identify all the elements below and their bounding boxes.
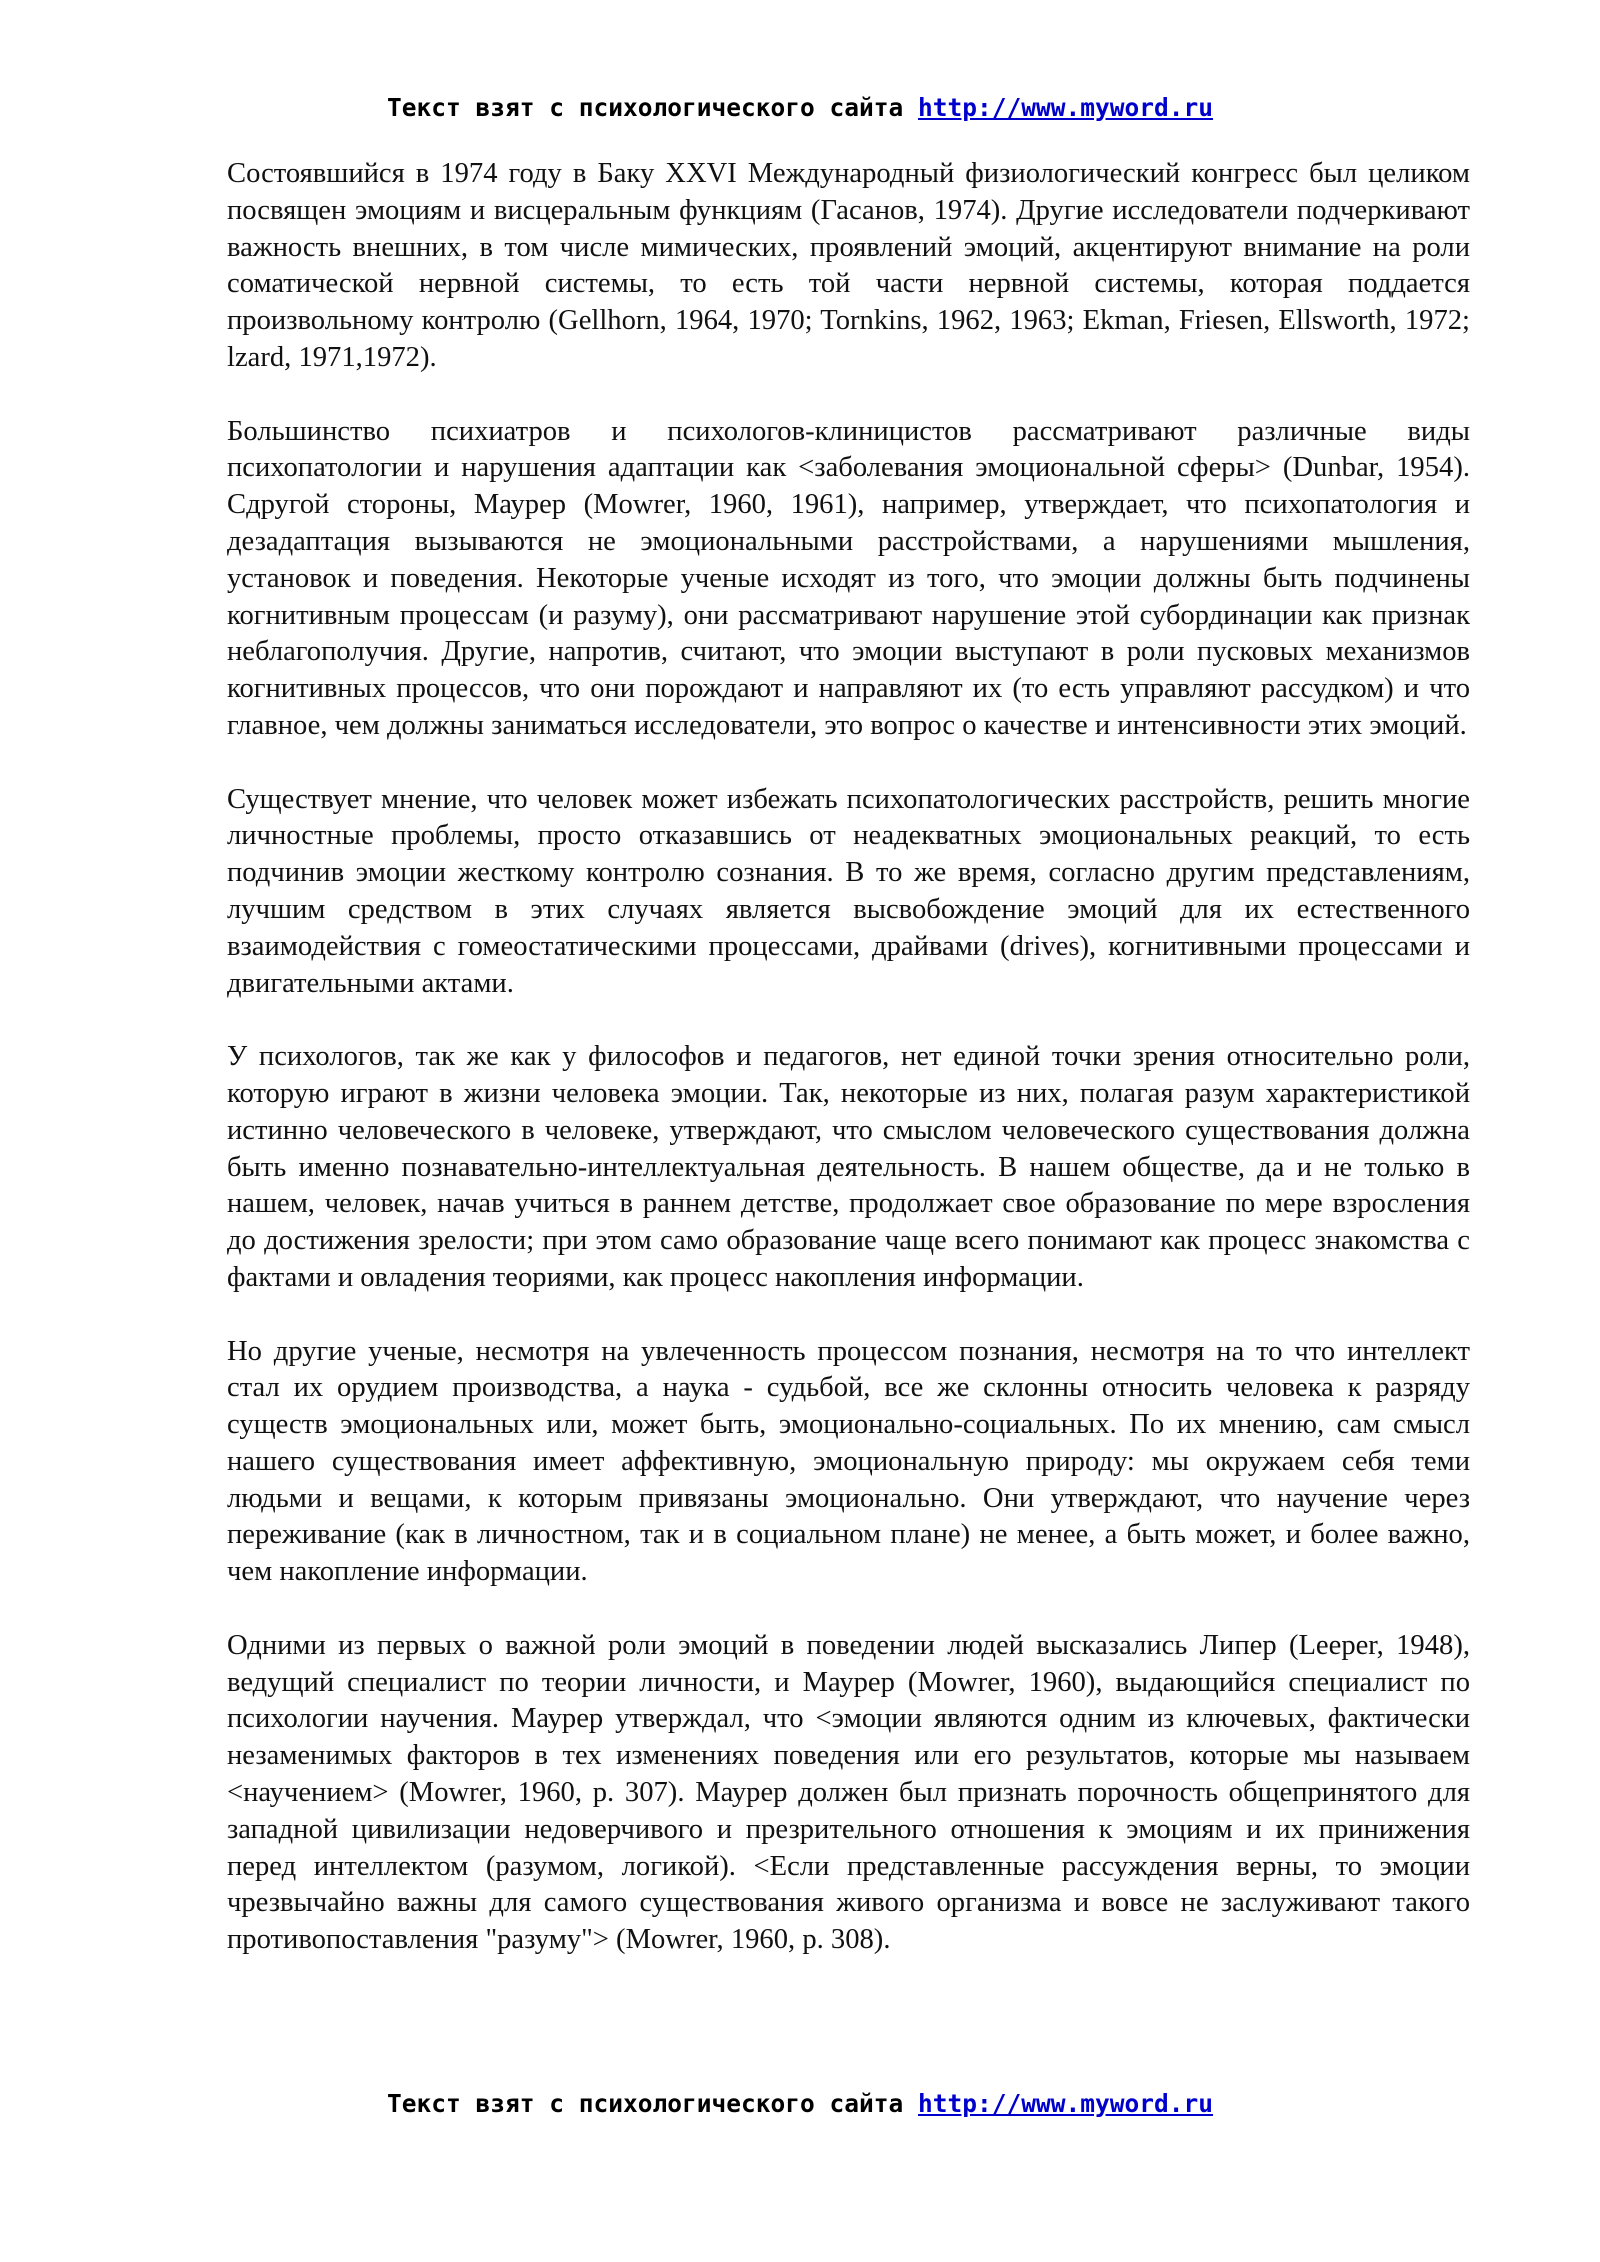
paragraph-4: У психологов, так же как у философов и педагогов, нет единой точки зрения относительно роли, которую играют в жизни человека эмоции. Так, некоторые из них, полагая разум характеристикой истинно человеческого в человеке, утверждают, что смыслом человеческого существования должна быть именно познавательно-интеллектуальная деятельность. В нашем обществе, да и не только в нашем, человек, начав учиться в раннем детстве, продолжает свое образование по мере взросления до достижения зрелости; при этом само образование чаще всего понимают как процесс знакомства с фактами и овладения теориями, как процесс накопления информации. — [227, 1041, 1470, 1293]
paragraph-3: Существует мнение, что человек может избежать психопатологических расстройств, решить многие личностные проблемы, просто отказавшись от неадекватных эмоциональных реакций, то есть подчинив эмоции жесткому контролю сознания. В то же время, согласно другим представлениям, лучшим средством в этих случаях является высвобождение эмоций для их естественного взаимодействия с гомеостатическими процессами, драйвами (drives), когнитивными процессами и двигательными актами. — [227, 783, 1470, 999]
paragraph-6: Одними из первых о важной роли эмоций в поведении людей высказались Липер (Leeper, 1948), ведущий специалист по теории личности, и Маурер (Mowrer, 1960), выдающийся специалист по психологии научения. Маурер утверждал, что <эмоции являются одним из ключевых, фактически незаменимых факторов в тех изменениях поведения или его результатов, которые мы называем <научением> (Mowrer, 1960, p. 307). Маурер должен был признать порочность общепринятого для западной цивилизации недоверчивого и презрительного отношения к эмоциям и их принижения перед интеллектом (разумом, логикой). <Если представленные рассуждения верны, то эмоции чрезвычайно важны для самого существования живого организма и вовсе не заслуживают такого противопоставления "разуму"> (Mowrer, 1960, p. 308). — [227, 1629, 1470, 1956]
document-body — [227, 156, 1470, 1959]
header-text: Текст взят с психологического сайта — [386, 93, 918, 122]
footer-text: Текст взят с психологического сайта — [386, 2089, 918, 2118]
page-header — [0, 92, 1600, 124]
paragraph-5: Но другие ученые, несмотря на увлеченность процессом познания, несмотря на то что интеллект стал их орудием производства, а наука - судьбой, все же склонны относить человека к разряду существ эмоциональных или, может быть, эмоционально-социальных. По их мнению, сам смысл нашего существования имеет аффективную, эмоциональную природу: мы окружаем себя теми людьми и вещами, к которым привязаны эмоционально. Они утверждают, что научение через переживание (как в личностном, так и в социальном плане) не менее, а быть может, и более важно, чем накопление информации. — [227, 1335, 1470, 1588]
paragraph-2: Большинство психиатров и психологов-клиницистов рассматривают различные виды психопатологии и нарушения адаптации как <заболевания эмоциональной сферы> (Dunbar, 1954). Сдругой стороны, Маурер (Mowrer, 1960, 1961), например, утверждает, что психопатология и дезадаптация вызываются не эмоциональными расстройствами, а нарушениями мышления, установок и поведения. Некоторые ученые исходят из того, что эмоции должны быть подчинены когнитивным процессам (и разуму), они рассматривают нарушение этой субординации как признак неблагополучия. Другие, напротив, считают, что эмоции выступают в роли пусковых механизмов когнитивных процессов, что они порождают и направляют их (то есть управляют рассудком) и что главное, чем должны заниматься исследователи, это вопрос о качестве и интенсивности этих эмоций. — [227, 415, 1470, 741]
header-site-link[interactable]: http://www.myword.ru — [918, 93, 1214, 122]
page-footer — [0, 2088, 1600, 2120]
paragraph-1: Состоявшийся в 1974 году в Баку XXVI Международный физиологический конгресс был целиком посвящен эмоциям и висцеральным функциям (Гасанов, 1974). Другие исследователи подчеркивают важность внешних, в том числе мимических, проявлений эмоций, акцентируют внимание на роли соматической нервной системы, то есть той части нервной системы, которая поддается произвольному контролю (Gellhorn, 1964, 1970; Tornkins, 1962, 1963; Ekman, Friesen, Ellsworth, 1972; lzard, 1971,1972). — [227, 158, 1470, 373]
footer-site-link[interactable]: http://www.myword.ru — [918, 2089, 1214, 2118]
